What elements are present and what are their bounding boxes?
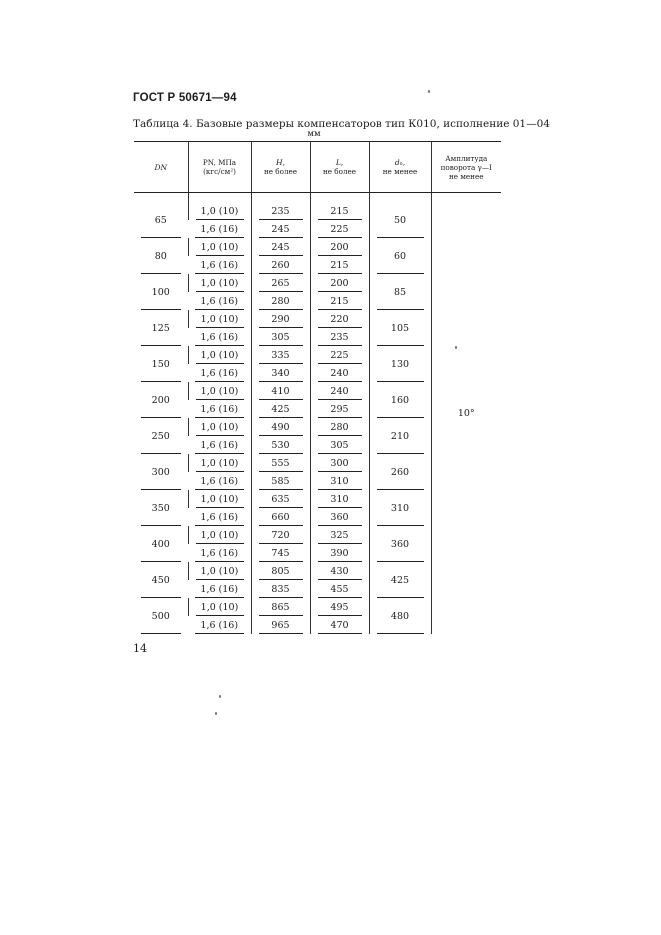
d-cell: 160 (369, 382, 431, 418)
pn-cell: 1,6 (16) (188, 292, 251, 310)
dn-cell: 450 (134, 562, 188, 598)
pn-cell: 1,0 (10) (188, 598, 251, 616)
h-cell: 965 (251, 616, 310, 634)
d-cell: 85 (369, 274, 431, 310)
spacer-row (134, 193, 501, 203)
pn-cell: 1,0 (10) (188, 418, 251, 436)
l-cell: 240 (310, 382, 369, 400)
document-header: ГОСТ Р 50671—94 (133, 92, 237, 104)
l-cell: 495 (310, 598, 369, 616)
l-cell: 200 (310, 274, 369, 292)
scan-speck (219, 695, 221, 698)
d-cell: 105 (369, 310, 431, 346)
pn-cell: 1,0 (10) (188, 238, 251, 256)
spacer-cell (310, 193, 369, 203)
header-amplitude: Амплитуда поворота γ—I не менее (431, 142, 501, 193)
l-cell: 305 (310, 436, 369, 454)
d-cell: 130 (369, 346, 431, 382)
d-cell: 310 (369, 490, 431, 526)
l-cell: 390 (310, 544, 369, 562)
h-cell: 235 (251, 202, 310, 220)
h-cell: 280 (251, 292, 310, 310)
spacer-cell (251, 193, 310, 203)
l-cell: 280 (310, 418, 369, 436)
scan-speck (455, 346, 457, 349)
h-cell: 660 (251, 508, 310, 526)
h-cell: 865 (251, 598, 310, 616)
dn-cell: 400 (134, 526, 188, 562)
h-cell: 305 (251, 328, 310, 346)
l-cell: 200 (310, 238, 369, 256)
dn-cell: 200 (134, 382, 188, 418)
d-cell: 360 (369, 526, 431, 562)
pn-cell: 1,6 (16) (188, 364, 251, 382)
dn-cell: 250 (134, 418, 188, 454)
h-cell: 530 (251, 436, 310, 454)
table-body (134, 193, 501, 635)
dn-cell: 100 (134, 274, 188, 310)
header-row (134, 142, 501, 193)
l-cell: 455 (310, 580, 369, 598)
l-cell: 235 (310, 328, 369, 346)
h-cell: 290 (251, 310, 310, 328)
pn-cell: 1,0 (10) (188, 562, 251, 580)
d-cell: 50 (369, 202, 431, 238)
l-cell: 225 (310, 220, 369, 238)
pn-cell: 1,0 (10) (188, 382, 251, 400)
spacer-cell (188, 193, 251, 203)
scan-speck (215, 712, 217, 715)
spacer-cell (134, 193, 188, 203)
pn-cell: 1,6 (16) (188, 508, 251, 526)
pn-cell: 1,6 (16) (188, 544, 251, 562)
l-cell: 300 (310, 454, 369, 472)
l-cell: 215 (310, 202, 369, 220)
pn-cell: 1,6 (16) (188, 328, 251, 346)
scan-speck (428, 90, 430, 93)
h-cell: 720 (251, 526, 310, 544)
h-cell: 410 (251, 382, 310, 400)
d-cell: 60 (369, 238, 431, 274)
h-cell: 265 (251, 274, 310, 292)
base-dimensions-table (134, 141, 501, 634)
header-dn: DN (134, 142, 188, 193)
h-cell: 335 (251, 346, 310, 364)
h-cell: 835 (251, 580, 310, 598)
d-cell: 260 (369, 454, 431, 490)
pn-cell: 1,0 (10) (188, 274, 251, 292)
pn-cell: 1,0 (10) (188, 526, 251, 544)
dn-cell: 65 (134, 202, 188, 238)
pn-cell: 1,6 (16) (188, 472, 251, 490)
spacer-cell (369, 193, 431, 203)
l-cell: 470 (310, 616, 369, 634)
pn-cell: 1,6 (16) (188, 580, 251, 598)
l-cell: 310 (310, 490, 369, 508)
amplitude-cell: 10° (431, 193, 501, 635)
pn-cell: 1,6 (16) (188, 220, 251, 238)
l-cell: 225 (310, 346, 369, 364)
pn-cell: 1,6 (16) (188, 436, 251, 454)
dn-cell: 500 (134, 598, 188, 634)
l-cell: 310 (310, 472, 369, 490)
pn-cell: 1,6 (16) (188, 400, 251, 418)
h-cell: 245 (251, 220, 310, 238)
pn-cell: 1,0 (10) (188, 202, 251, 220)
h-cell: 425 (251, 400, 310, 418)
pn-cell: 1,0 (10) (188, 454, 251, 472)
h-cell: 340 (251, 364, 310, 382)
l-cell: 430 (310, 562, 369, 580)
header-d: dₙ, не менее (369, 142, 431, 193)
l-cell: 240 (310, 364, 369, 382)
dn-cell: 80 (134, 238, 188, 274)
h-cell: 490 (251, 418, 310, 436)
h-cell: 585 (251, 472, 310, 490)
d-cell: 480 (369, 598, 431, 634)
h-cell: 635 (251, 490, 310, 508)
h-cell: 555 (251, 454, 310, 472)
dn-cell: 150 (134, 346, 188, 382)
header-pn: PN, МПа (кгс/см²) (188, 142, 251, 193)
h-cell: 805 (251, 562, 310, 580)
l-cell: 295 (310, 400, 369, 418)
pn-cell: 1,0 (10) (188, 490, 251, 508)
pn-cell: 1,0 (10) (188, 310, 251, 328)
table-caption: Таблица 4. Базовые размеры компенсаторов тип К010, исполнение 01—04 (133, 118, 550, 130)
dn-cell: 300 (134, 454, 188, 490)
pn-cell: 1,6 (16) (188, 256, 251, 274)
pn-cell: 1,6 (16) (188, 616, 251, 634)
h-cell: 260 (251, 256, 310, 274)
header-h: H, не более (251, 142, 310, 193)
dn-cell: 350 (134, 490, 188, 526)
l-cell: 325 (310, 526, 369, 544)
h-cell: 245 (251, 238, 310, 256)
dn-cell: 125 (134, 310, 188, 346)
page-number: 14 (133, 642, 147, 655)
d-cell: 210 (369, 418, 431, 454)
pn-cell: 1,0 (10) (188, 346, 251, 364)
h-cell: 745 (251, 544, 310, 562)
l-cell: 215 (310, 256, 369, 274)
l-cell: 360 (310, 508, 369, 526)
header-l: L, не более (310, 142, 369, 193)
l-cell: 215 (310, 292, 369, 310)
table-unit: мм (307, 129, 321, 139)
d-cell: 425 (369, 562, 431, 598)
l-cell: 220 (310, 310, 369, 328)
